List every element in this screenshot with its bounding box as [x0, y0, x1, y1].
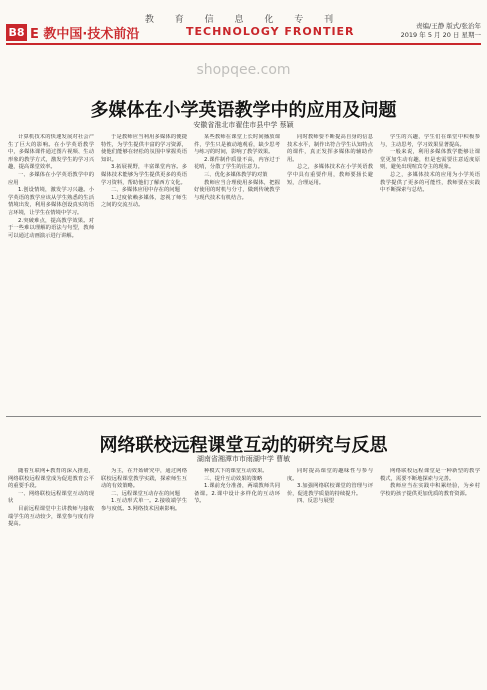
- paragraph: 某些教师在课堂上长时间播放课件，学生只是被动地观看，缺少思考与练习的时间，影响了教学效果。: [194, 134, 280, 156]
- paragraph: 3.拓展视野，丰富课堂内容。多媒体技术能够为学生提供更多的英语学习资料，帮助他们了解西方文化。: [101, 164, 187, 186]
- paragraph: 种模式下的课堂互动效果。: [204, 468, 268, 474]
- paragraph: 为主，在开始研究中，通过网络联校远程课堂教学实践，探索师生互动的有效策略。: [101, 468, 187, 490]
- paragraph: 随着互联网+教育的深入推进，网络联校远程课堂成为促进教育公平的重要手段。: [8, 468, 94, 490]
- article1-column-1: [8, 134, 94, 412]
- article2-column-4: [287, 468, 373, 684]
- paragraph: 一般来说，利用多媒体教学能够让课堂更加生动有趣，但是也需要注意适度原则，避免出现喧宾夺主的现象。: [380, 149, 480, 171]
- paragraph: 总之，多媒体技术在小学英语教学中具有重要作用，教师要扬长避短，合理运用。: [287, 164, 373, 186]
- masthead-dots: 教 育 信 息 化 专 刊: [144, 15, 343, 25]
- section-title-en: TECHNOLOGY FRONTIER: [186, 25, 355, 38]
- article1-column-4: [287, 134, 373, 412]
- paragraph: 1.过度依赖多媒体，忽视了师生之间的交流互动。: [101, 194, 187, 209]
- paragraph: 网络联校远程课堂是一种新型的教学模式，需要不断地探索与完善。: [380, 468, 480, 482]
- paragraph: 2.课件制作质量不高，内容过于花哨，分散了学生的注意力。: [194, 156, 280, 171]
- paragraph: 于是教师应当利用多媒体的便捷特性，为学生提供丰富的学习资源，使他们能够在轻松的氛围中掌握英语知识。: [101, 134, 187, 163]
- paragraph: 二、多媒体应用中存在的问题: [111, 187, 180, 194]
- article2-author: 湖南省湘潭市市雨湖中学 曹敏: [196, 455, 291, 463]
- paragraph: 四、反思与展望: [297, 498, 335, 505]
- article-divider: [6, 416, 481, 417]
- paragraph: 3.加强网络联校课堂的管理与评价，促进教学质量的持续提升。: [287, 483, 373, 497]
- paragraph: 一、网络联校远程课堂互动的现状: [8, 490, 94, 505]
- paragraph: 1.互动形式单一。2.接收端学生参与度低。3.网络技术因素影响。: [101, 498, 187, 512]
- paragraph: 一、多媒体在小学英语教学中的应用: [8, 171, 94, 186]
- article1-title: 多媒体在小学英语教学中的应用及问题: [90, 100, 397, 121]
- paragraph: 教师应当合理使用多媒体，把握好使用的时机与分寸，做到传统教学与现代技术有机结合。: [194, 179, 280, 201]
- page-number: B8: [6, 24, 27, 41]
- article1-author: 安徽省淮北市翟佳市县中学 蔡颖: [193, 121, 294, 129]
- paragraph: 学生的兴趣，学生们在课堂中积极参与，主动思考，学习效果显著提高。: [380, 134, 480, 148]
- article2-title: 网络联校远程课堂互动的研究与反思: [99, 435, 388, 456]
- section-title: E 教中国·技术前沿: [30, 27, 140, 42]
- article2-column-3: [194, 468, 280, 684]
- paragraph: 2.突破难点，提高教学效果。对于一些难以理解的语法与句型，教师可以通过动画演示进行讲解。: [8, 217, 94, 239]
- paragraph: 1.课前充分准备，两端教师共同备课。2.课中设计多样化的互动环节。: [194, 483, 280, 505]
- article1-column-3: [194, 134, 280, 412]
- article2-column-1: [8, 468, 94, 684]
- paragraph: 总之，多媒体技术的应用为小学英语教学提供了更多的可能性，教师要在实践中不断探索与总结。: [380, 171, 480, 194]
- paragraph: 1.创设情境，激发学习兴趣。小学英语的教学应该从学生熟悉的生活情境出发，利用多媒体创设真实的语言环境，让学生在情境中学习。: [8, 187, 94, 216]
- paragraph: 三、提升互动效果的策略: [204, 475, 263, 482]
- editor-credit: 责编/王静 版式/张治年: [416, 22, 481, 30]
- watermark: shopqee.com: [196, 62, 291, 78]
- paragraph: 同时教师要不断提高自身的信息技术水平，制作出符合学生认知特点的课件，真正发挥多媒体的辅助作用。: [287, 134, 373, 163]
- paragraph: 同时提高课堂的趣味性与参与度。: [287, 468, 373, 482]
- masthead-meta: [401, 22, 481, 40]
- paragraph: 计算机技术的快速发展对社会产生了巨大的影响。在小学英语教学中，多媒体课件通过图片视频、生动形象的教学方式，激发学生的学习兴趣，提高课堂效率。: [8, 134, 94, 171]
- article2-column-2: [101, 468, 187, 684]
- article1-column-2: [101, 134, 187, 412]
- article2-column-5: [380, 468, 480, 684]
- paragraph: 二、远程课堂互动存在的问题: [111, 490, 180, 497]
- paragraph: 教师应当在实践中积累经验，为乡村学校的孩子提供更加优质的教育资源。: [380, 483, 480, 497]
- masthead-rule: [6, 43, 481, 45]
- masthead: [6, 24, 481, 42]
- paragraph: 目前远程课堂中主讲教师与接收端学生的互动较少，课堂参与度有待提高。: [8, 505, 94, 528]
- issue-date: 2019 年 5 月 20 日 星期一: [400, 31, 481, 39]
- article1-column-5: [380, 134, 480, 412]
- paragraph: 三、优化多媒体教学的对策: [204, 171, 268, 178]
